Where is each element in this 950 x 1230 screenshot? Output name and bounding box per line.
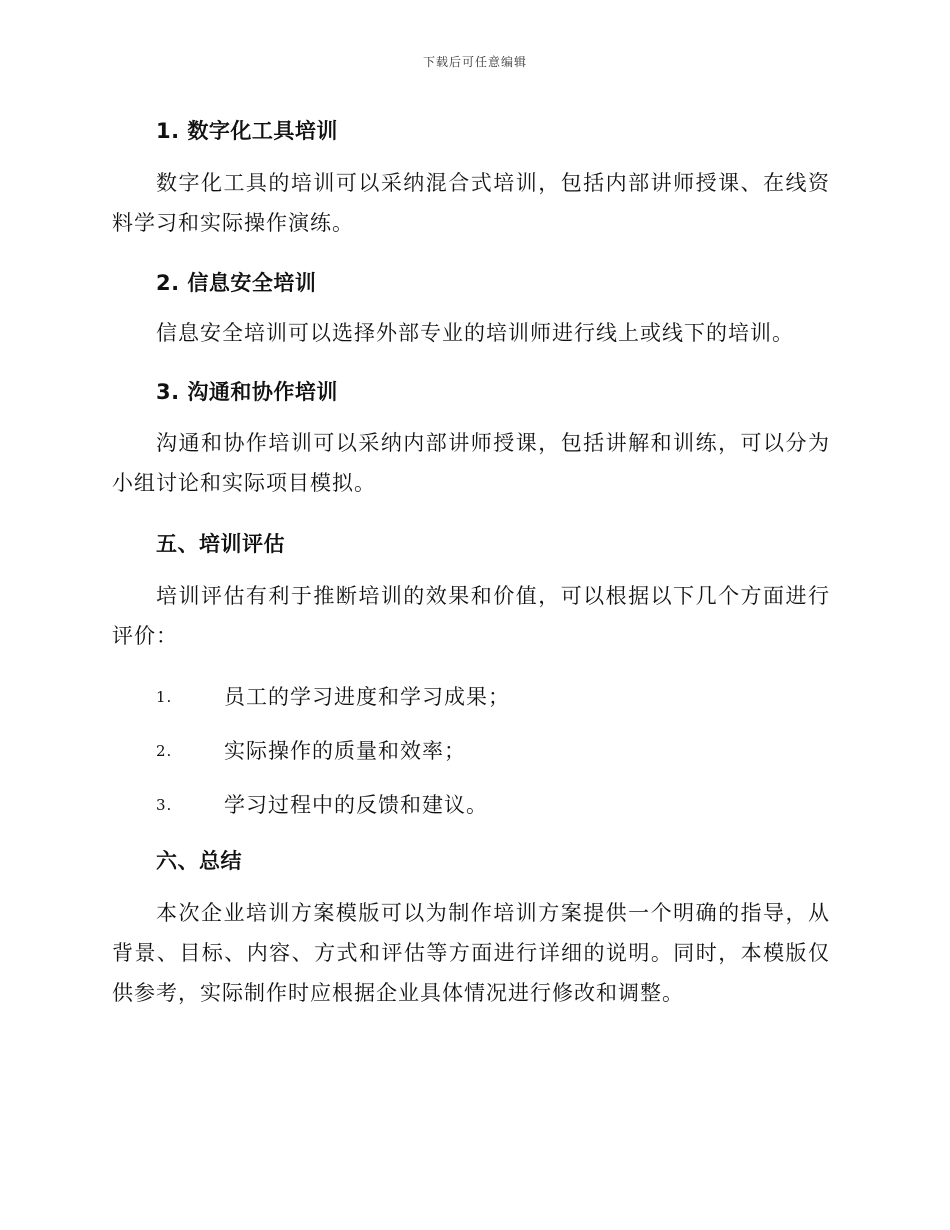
list-item <box>156 681 510 711</box>
section-body-summary: 本次企业培训方案模版可以为制作培训方案提供一个明确的指导，从背景、目标、内容、方式和评估等方面进行详细的说明。同时，本模版仅供参考，实际制作时应根据企业具体情况进行修改和调整。 <box>112 901 830 1005</box>
list-item-number: 1. <box>156 688 173 706</box>
list-item-number: 3. <box>156 796 173 814</box>
section-body-evaluation: 培训评估有利于推断培训的效果和价值，可以根据以下几个方面进行评价： <box>112 584 830 648</box>
list-item <box>156 735 466 765</box>
section-body-communication: 沟通和协作培训可以采纳内部讲师授课，包括讲解和训练，可以分为小组讨论和实际项目模拟。 <box>112 431 830 495</box>
list-item-text: 实际操作的质量和效率； <box>224 739 466 763</box>
list-item-text: 员工的学习进度和学习成果； <box>224 685 510 709</box>
section-heading-communication: 3. 沟通和协作培训 <box>156 380 338 404</box>
page-header: 下载后可任意编辑 <box>422 55 527 69</box>
section-heading-info-security: 2. 信息安全培训 <box>156 271 317 295</box>
section-heading-evaluation: 五、培训评估 <box>156 532 285 556</box>
section-heading-summary: 六、总结 <box>156 849 242 873</box>
list-item-number: 2. <box>156 742 173 760</box>
list-item <box>156 789 488 819</box>
section-body-digital-tools: 数字化工具的培训可以采纳混合式培训，包括内部讲师授课、在线资料学习和实际操作演练。 <box>112 171 830 235</box>
section-heading-digital-tools: 1. 数字化工具培训 <box>156 119 338 143</box>
list-item-text: 学习过程中的反馈和建议。 <box>224 793 488 817</box>
section-body-info-security: 信息安全培训可以选择外部专业的培训师进行线上或线下的培训。 <box>156 321 794 345</box>
